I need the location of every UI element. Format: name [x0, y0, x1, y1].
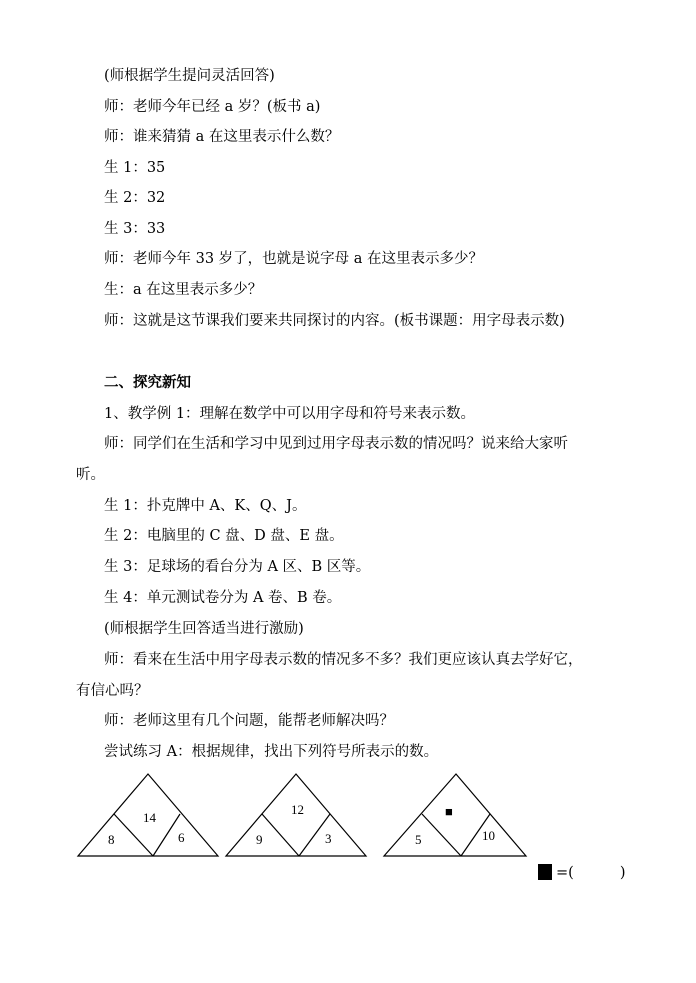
number-triangle: [382, 770, 528, 860]
triangle-top-number: 12: [291, 802, 304, 817]
text-line: 1、教学例 1：理解在数学中可以用字母和符号来表示数。: [104, 406, 476, 422]
text-line: 师：老师这里有几个问题，能帮老师解决吗？: [104, 713, 394, 729]
section-heading: 二、探究新知: [104, 374, 191, 391]
text-line: 师：老师今年已经 a 岁？(板书 a): [104, 99, 321, 115]
answer-blank: =( ): [556, 865, 626, 881]
text-line: 师：谁来猜猜 a 在这里表示什么数？: [104, 129, 340, 145]
triangle-left-number: 8: [108, 832, 115, 847]
text-line: 生 3：足球场的看台分为 A 区、B 区等。: [104, 559, 371, 575]
triangle-top-symbol: ■: [445, 804, 453, 819]
black-square-symbol: [538, 864, 552, 880]
text-line: 师：看来在生活中用字母表示数的情况多不多？我们更应该认真去学好它，: [104, 652, 583, 668]
text-line: (师根据学生提问灵活回答): [104, 68, 275, 84]
text-line: 生 2：电脑里的 C 盘、D 盘、E 盘。: [104, 528, 344, 544]
text-line: 生 3：33: [104, 221, 166, 237]
text-line: 生 2：32: [104, 190, 166, 206]
text-line: 师：同学们在生活和学习中见到过用字母表示数的情况吗？说来给大家听: [104, 436, 568, 452]
text-line: 尝试练习 A：根据规律，找出下列符号所表示的数。: [104, 744, 439, 760]
triangle-right-number: 3: [325, 831, 332, 846]
text-line: 师：这就是这节课我们要来共同探讨的内容。(板书课题：用字母表示数): [104, 313, 565, 329]
triangle-left-number: 5: [415, 832, 422, 847]
text-line: 生 1：35: [104, 160, 166, 176]
triangle-left-number: 9: [256, 832, 263, 847]
triangle-top-number: 14: [143, 810, 156, 825]
text-line: 生 4：单元测试卷分为 A 卷、B 卷。: [104, 590, 342, 606]
text-line: 听。: [76, 467, 105, 483]
triangle-right-number: 10: [482, 828, 495, 843]
text-line: (师根据学生回答适当进行激励): [104, 621, 304, 637]
triangle-right-number: 6: [178, 830, 185, 845]
number-triangle: [76, 770, 220, 860]
text-line: 师：老师今年 33 岁了，也就是说字母 a 在这里表示多少？: [104, 251, 484, 267]
text-line: 生：a 在这里表示多少？: [104, 282, 263, 298]
text-line: 有信心吗？: [76, 683, 149, 699]
text-line: 生 1：扑克牌中 A、K、Q、J。: [104, 498, 307, 514]
number-triangle: [224, 770, 368, 860]
